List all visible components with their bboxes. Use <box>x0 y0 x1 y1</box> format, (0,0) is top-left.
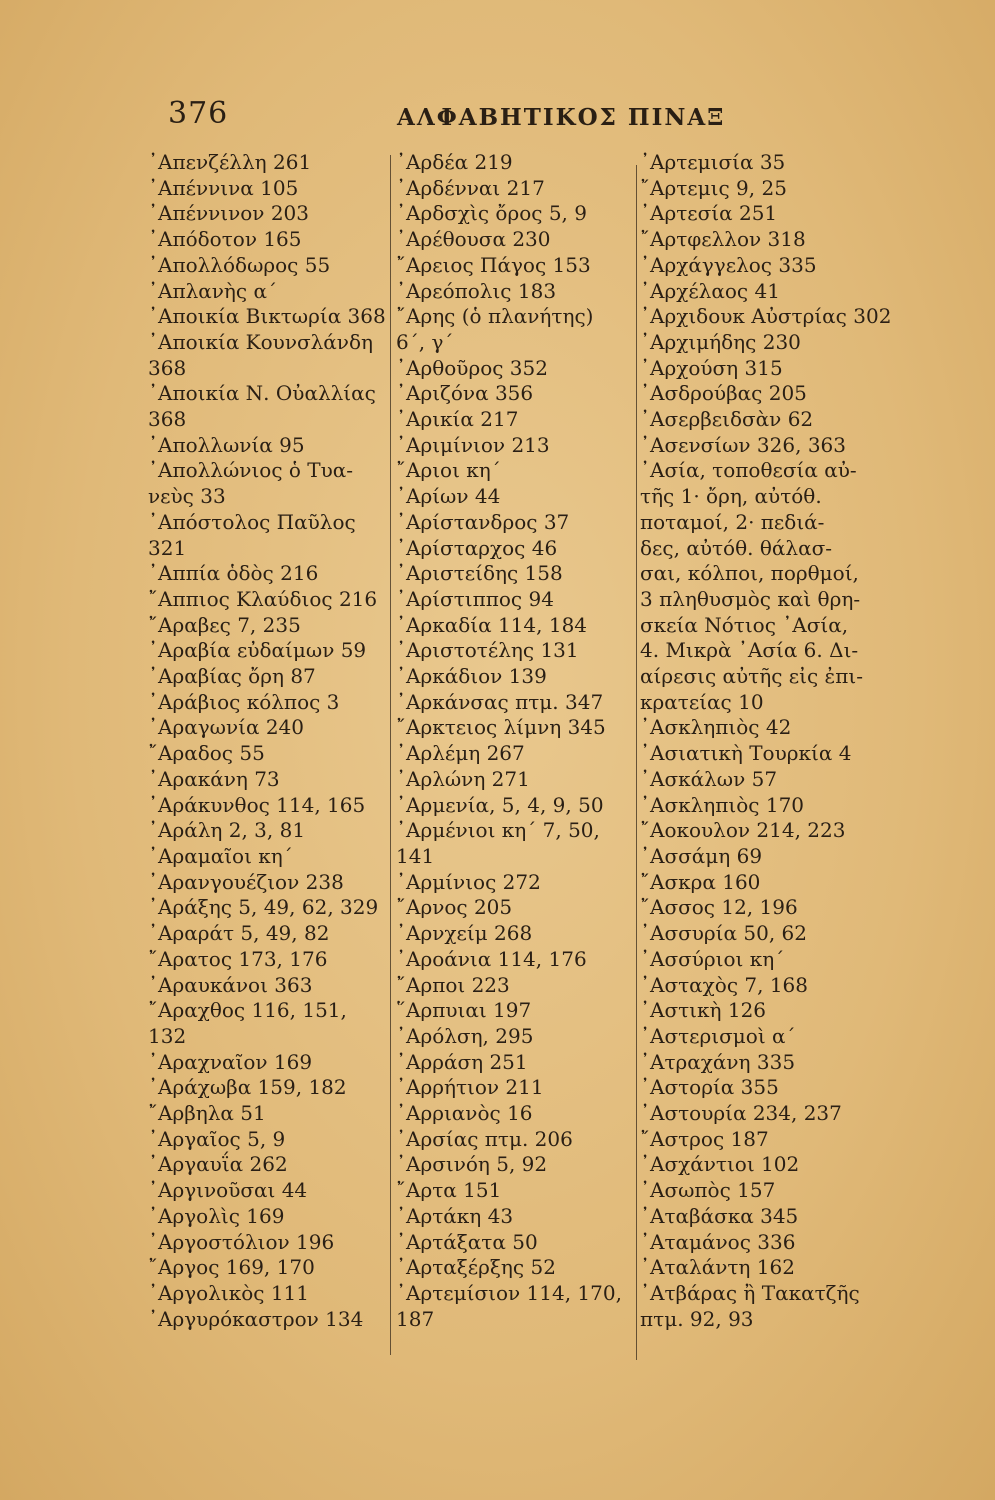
index-entry: ᾿Αρτάκη 43 <box>396 1203 514 1228</box>
index-entry: ᾿Αράβιος κόλπος 3 <box>148 689 340 714</box>
index-entry: ᾿Αρτεμισία 35 <box>640 150 786 174</box>
index-entry: ᾿Απενζέλλη 261 <box>148 150 312 174</box>
index-entry: ᾿Ασενσίων 326, 363 <box>640 432 846 457</box>
index-entry: 141 <box>396 843 435 868</box>
index-entry: ᾿Ατβάρας ἢ Τακατζῆς <box>640 1280 860 1305</box>
index-entry: ᾿Αστερισμοὶ α´ <box>640 1023 796 1048</box>
index-entry: 132 <box>148 1023 187 1048</box>
index-entry: πτμ. 92, 93 <box>640 1306 754 1331</box>
index-entry: ᾿Αρδέα 219 <box>396 150 513 174</box>
index-entry: ᾿Αρρήτιον 211 <box>396 1075 544 1100</box>
index-entry: 368 <box>148 407 187 432</box>
page-title: ΑΛΦΑΒΗΤΙΚΟΣ ΠΙΝΑΞ <box>397 104 726 131</box>
index-entry: ᾿Αρκαδία 114, 184 <box>396 612 588 637</box>
index-entry: ᾿Απολλόδωρος 55 <box>148 252 331 277</box>
index-entry: ᾿Αριστείδης 158 <box>396 561 563 586</box>
index-entry: ᾿Αποικία Κουνσλάνδη <box>148 329 373 354</box>
index-entry: ᾿Ασταχὸς 7, 168 <box>640 972 808 997</box>
index-entry: ᾿Αρδένναι 217 <box>396 175 545 200</box>
index-entry: ᾿Αταλάντη 162 <box>640 1255 795 1280</box>
index-entry: ᾿Αστουρία 234, 237 <box>640 1101 842 1126</box>
index-entry: ᾿Αποικία Ν. Οὐαλλίας <box>148 381 376 406</box>
index-entry: ῎Αραχθος 116, 151, <box>148 998 347 1023</box>
index-column-2 <box>396 150 646 1332</box>
index-entry: ᾿Αραμαῖοι κη´ <box>148 843 293 868</box>
index-entry: ποταμοί, 2· πεδιά- <box>640 509 825 534</box>
index-entry: ᾿Αρλώνη 271 <box>396 766 530 791</box>
index-entry: ῎Αοκουλον 214, 223 <box>640 818 846 843</box>
index-entry: ᾿Απέννινα 105 <box>148 175 299 200</box>
index-entry: ᾿Αρίσταρχος 46 <box>396 535 558 560</box>
index-entry: ᾿Αρθοῦρος 352 <box>396 355 548 380</box>
index-entry: ᾿Ασωπὸς 157 <box>640 1178 776 1203</box>
index-column-1 <box>148 150 398 1332</box>
index-entry: ᾿Ασσάμη 69 <box>640 843 763 868</box>
index-entry: ᾿Αρανγουέζιον 238 <box>148 869 344 894</box>
index-entry: ᾿Αράξης 5, 49, 62, 329 <box>148 895 379 920</box>
index-entry: ᾿Αρσίας πτμ. 206 <box>396 1126 573 1151</box>
index-entry: ᾿Αρκάδιον 139 <box>396 664 547 689</box>
index-entry: ᾿Αποικία Βικτωρία 368 <box>148 304 386 329</box>
index-entry: ᾿Αστικὴ 126 <box>640 998 767 1023</box>
index-entry: ῎Αστρος 187 <box>640 1126 769 1151</box>
index-entry: ᾿Απόδοτον 165 <box>148 227 302 252</box>
index-entry: ᾿Ασιατικὴ Τουρκία 4 <box>640 741 852 766</box>
index-entry: ῎Αρκτειος λίμνη 345 <box>396 715 606 740</box>
index-entry: ῎Αρης (ὁ πλανήτης) <box>396 304 594 329</box>
index-entry: ᾿Αρτεμίσιον 114, 170, <box>396 1280 622 1305</box>
index-entry: ᾿Απόστολος Παῦλος <box>148 509 356 534</box>
index-entry: αίρεσις αὐτῆς εἰς ἐπι- <box>640 664 864 689</box>
index-entry: ᾿Αργολὶς 169 <box>148 1203 285 1228</box>
index-entry: ᾿Αρδσχὶς ὄρος 5, 9 <box>396 201 587 226</box>
index-entry: ῎Αρτφελλον 318 <box>640 227 806 252</box>
index-entry: ᾿Αραβία εὐδαίμων 59 <box>148 638 367 663</box>
index-entry: 368 <box>148 355 187 380</box>
index-entry: ᾿Αρτεσία 251 <box>640 201 778 226</box>
index-entry: σαι, κόλποι, πορθμοί, <box>640 561 859 586</box>
index-entry: ῎Αρτα 151 <box>396 1178 502 1203</box>
index-entry: σκεία Νότιος ᾿Ασία, <box>640 612 849 637</box>
index-entry: ᾿Αρκάνσας πτμ. 347 <box>396 689 604 714</box>
index-entry: ῎Αραβες 7, 235 <box>148 612 301 637</box>
index-entry: ᾿Αρράση 251 <box>396 1049 528 1074</box>
index-entry: ᾿Αργοστόλιον 196 <box>148 1229 335 1254</box>
index-entry: ᾿Αππία ὁδὸς 216 <box>148 561 319 586</box>
index-entry: ᾿Απολλωνία 95 <box>148 432 305 457</box>
index-entry: ᾿Αριμίνιον 213 <box>396 432 550 457</box>
index-entry: ᾿Αρχέλαος 41 <box>640 278 780 303</box>
index-entry: ᾿Αρταξέρξης 52 <box>396 1255 556 1280</box>
index-entry: ᾿Αραχναῖον 169 <box>148 1049 313 1074</box>
index-entry: ᾿Ασκληπιὸς 42 <box>640 715 792 740</box>
index-entry: δες, αὐτόθ. θάλασ- <box>640 535 832 560</box>
index-entry: ῎Αργος 169, 170 <box>148 1255 315 1280</box>
index-entry: ᾿Αταβάσκα 345 <box>640 1203 799 1228</box>
index-entry: ᾿Αρτάξατα 50 <box>396 1229 538 1254</box>
index-entry: 3 πληθυσμὸς καὶ θρη- <box>640 586 861 611</box>
index-entry: ᾿Αργινοῦσαι 44 <box>148 1178 308 1203</box>
index-entry: ᾿Ασσύριοι κη´ <box>640 946 785 971</box>
index-entry: ᾿Αρνχείμ 268 <box>396 921 533 946</box>
index-entry: ᾿Ασκάλων 57 <box>640 766 778 791</box>
index-entry: ᾿Αραράτ 5, 49, 82 <box>148 921 330 946</box>
index-entry: ῎Αρνος 205 <box>396 895 513 920</box>
index-entry: ᾿Αρέθουσα 230 <box>396 227 551 252</box>
index-entry: ᾿Αρχιδουκ Αὐστρίας 302 <box>640 304 892 329</box>
index-entry: ᾿Απλανὴς α´ <box>148 278 277 303</box>
index-entry: ᾿Αρμένιοι κη´ 7, 50, <box>396 818 600 843</box>
index-entry: ᾿Αρεόπολις 183 <box>396 278 557 303</box>
index-entry: ᾿Αργαῖος 5, 9 <box>148 1126 286 1151</box>
index-entry: ᾿Αρχούση 315 <box>640 355 783 380</box>
index-entry: ῞Αρπυιαι 197 <box>396 998 532 1023</box>
index-entry: τῆς 1· ὄρη, αὐτόθ. <box>640 484 822 509</box>
index-entry: ῎Ασκρα 160 <box>640 869 761 894</box>
index-entry: ᾿Αργυρόκαστρον 134 <box>148 1306 364 1331</box>
index-entry: ᾿Ασερβειδσὰν 62 <box>640 407 814 432</box>
index-entry: ᾿Αργαυΐα 262 <box>148 1152 288 1177</box>
index-entry: ᾿Αρικία 217 <box>396 407 519 432</box>
index-entry: ῎Αρβηλα 51 <box>148 1101 266 1126</box>
index-entry: ᾿Ασσυρία 50, 62 <box>640 921 807 946</box>
index-entry: ᾿Ασδρούβας 205 <box>640 381 807 406</box>
index-entry: ᾿Ατραχάνη 335 <box>640 1049 796 1074</box>
index-entry: ᾿Αρμίνιος 272 <box>396 869 541 894</box>
index-entry: 4. Μικρὰ ᾿Ασία 6. Δι- <box>640 638 859 663</box>
index-entry: ᾿Αράχωβα 159, 182 <box>148 1075 347 1100</box>
index-entry: νεὺς 33 <box>148 484 226 509</box>
index-entry: ᾿Αστορία 355 <box>640 1075 779 1100</box>
index-entry: 321 <box>148 535 187 560</box>
index-entry: 187 <box>396 1306 435 1331</box>
index-entry: ᾿Αρχάγγελος 335 <box>640 252 817 277</box>
index-entry: ᾿Αρσινόη 5, 92 <box>396 1152 548 1177</box>
index-entry: ᾿Απέννινον 203 <box>148 201 309 226</box>
index-entry: ῎Αρατος 173, 176 <box>148 946 328 971</box>
index-entry: 6´, γ´ <box>396 329 454 354</box>
index-entry: ᾿Απολλώνιος ὁ Τυα- <box>148 458 354 483</box>
index-entry: ᾿Ασχάντιοι 102 <box>640 1152 800 1177</box>
index-entry: ῎Αρτεμις 9, 25 <box>640 175 787 200</box>
index-entry: ᾿Αρίστιππος 94 <box>396 586 554 611</box>
index-entry: ῎Ασσος 12, 196 <box>640 895 798 920</box>
index-column-3 <box>640 150 910 1332</box>
index-entry: ᾿Ασκληπιὸς 170 <box>640 792 805 817</box>
index-entry: ᾿Αργολικὸς 111 <box>148 1280 309 1305</box>
index-entry: ᾿Αράκυνθος 114, 165 <box>148 792 366 817</box>
page-number: 376 <box>168 96 229 131</box>
index-entry: ᾿Αρχιμήδης 230 <box>640 329 801 354</box>
index-entry: ῎Αρειος Πάγος 153 <box>396 252 591 277</box>
index-entry: ᾿Αρόλση, 295 <box>396 1023 534 1048</box>
index-entry: ῎Αριοι κη´ <box>396 458 501 483</box>
index-entry: ᾿Αριζόνα 356 <box>396 381 534 406</box>
index-entry: ᾿Αράλη 2, 3, 81 <box>148 818 306 843</box>
index-entry: ᾿Αραγωνία 240 <box>148 715 305 740</box>
index-entry: ῎Αππιος Κλαύδιος 216 <box>148 586 378 611</box>
index-entry: ᾿Αταμάνος 336 <box>640 1229 796 1254</box>
index-entry: ῎Αραδος 55 <box>148 741 265 766</box>
index-entry: ᾿Αρλέμη 267 <box>396 741 525 766</box>
index-entry: ᾿Αροάνια 114, 176 <box>396 946 587 971</box>
index-entry: κρατείας 10 <box>640 689 764 714</box>
index-entry: ᾿Αρίων 44 <box>396 484 501 509</box>
index-entry: ᾿Αρακάνη 73 <box>148 766 280 791</box>
index-entry: ᾿Ασία, τοποθεσία αὐ- <box>640 458 857 483</box>
index-entry: ᾿Αρίστανδρος 37 <box>396 509 570 534</box>
index-entry: ᾿Αραβίας ὄρη 87 <box>148 664 316 689</box>
index-entry: ᾿Αρμενία, 5, 4, 9, 50 <box>396 792 604 817</box>
index-entry: ᾿Αριστοτέλης 131 <box>396 638 579 663</box>
index-entry: ῎Αρποι 223 <box>396 972 510 997</box>
index-entry: ᾿Αρριανὸς 16 <box>396 1101 533 1126</box>
index-entry: ᾿Αραυκάνοι 363 <box>148 972 313 997</box>
